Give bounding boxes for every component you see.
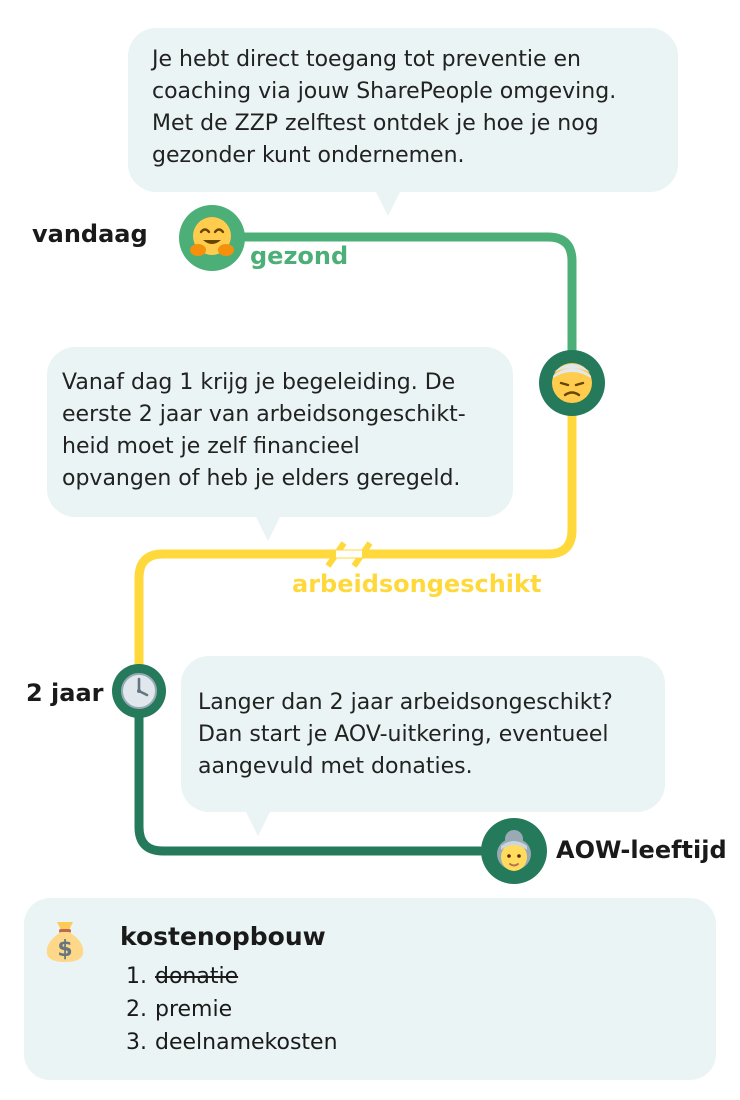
cost-list [120,960,338,1059]
money-bag-icon [39,912,91,964]
cost-item-3 [120,1026,338,1059]
cost-item-text: deelnamekosten [155,1030,338,1055]
guidance-text: Vanaf dag 1 krijg je begeleiding. De eerste 2 jaar van arbeidsongeschikt- heid moet je zelf financieel opvangen of heb je elders geregeld. [62,370,466,491]
prevention-text: Je hebt direct toegang tot preventie en coaching via jouw SharePeople omgeving. Met de ZZP zelftest ontdek je hoe je nog gezonder kunt ondernemen. [152,47,617,168]
clock-icon [118,670,160,712]
marker-ziek [539,350,605,416]
cost-item-2 [120,993,338,1026]
cost-item-text: donatie [155,964,239,989]
label-twee-jaar: 2 jaar [26,679,104,707]
cost-item-number: 3. [126,1030,147,1055]
marker-twee-jaar [112,664,166,718]
cost-panel [24,898,716,1080]
cost-item-number: 1. [126,964,147,989]
info-bubble-prevention [128,28,678,192]
break-mark [328,543,370,566]
info-bubble-guidance [47,347,513,517]
cost-title: kostenopbouw [120,922,326,951]
label-aow-leeftijd: AOW-leeftijd [556,836,727,864]
marker-aow [481,818,547,884]
bubble-tail-prevention [375,190,401,216]
aov-text: Langer dan 2 jaar arbeidsongeschikt? Dan start je AOV-uitkering, eventueel aangevuld met donaties. [198,690,613,779]
hugging-face-icon [187,213,237,263]
bubble-tail-guidance [255,515,281,541]
marker-vandaag [179,205,245,271]
cost-item-number: 2. [126,997,147,1022]
stage-arbeidsongeschikt: arbeidsongeschikt [292,570,542,598]
cost-item-text: premie [155,997,233,1022]
bandaged-face-icon [547,358,597,408]
cost-item-1 [120,960,338,993]
svg-text:$: $ [57,937,73,962]
stage-gezond: gezond [250,242,349,270]
bubble-tail-aov [245,810,271,836]
label-vandaag: vandaag [32,220,148,248]
old-woman-icon [489,826,539,876]
info-bubble-aov [181,656,665,812]
